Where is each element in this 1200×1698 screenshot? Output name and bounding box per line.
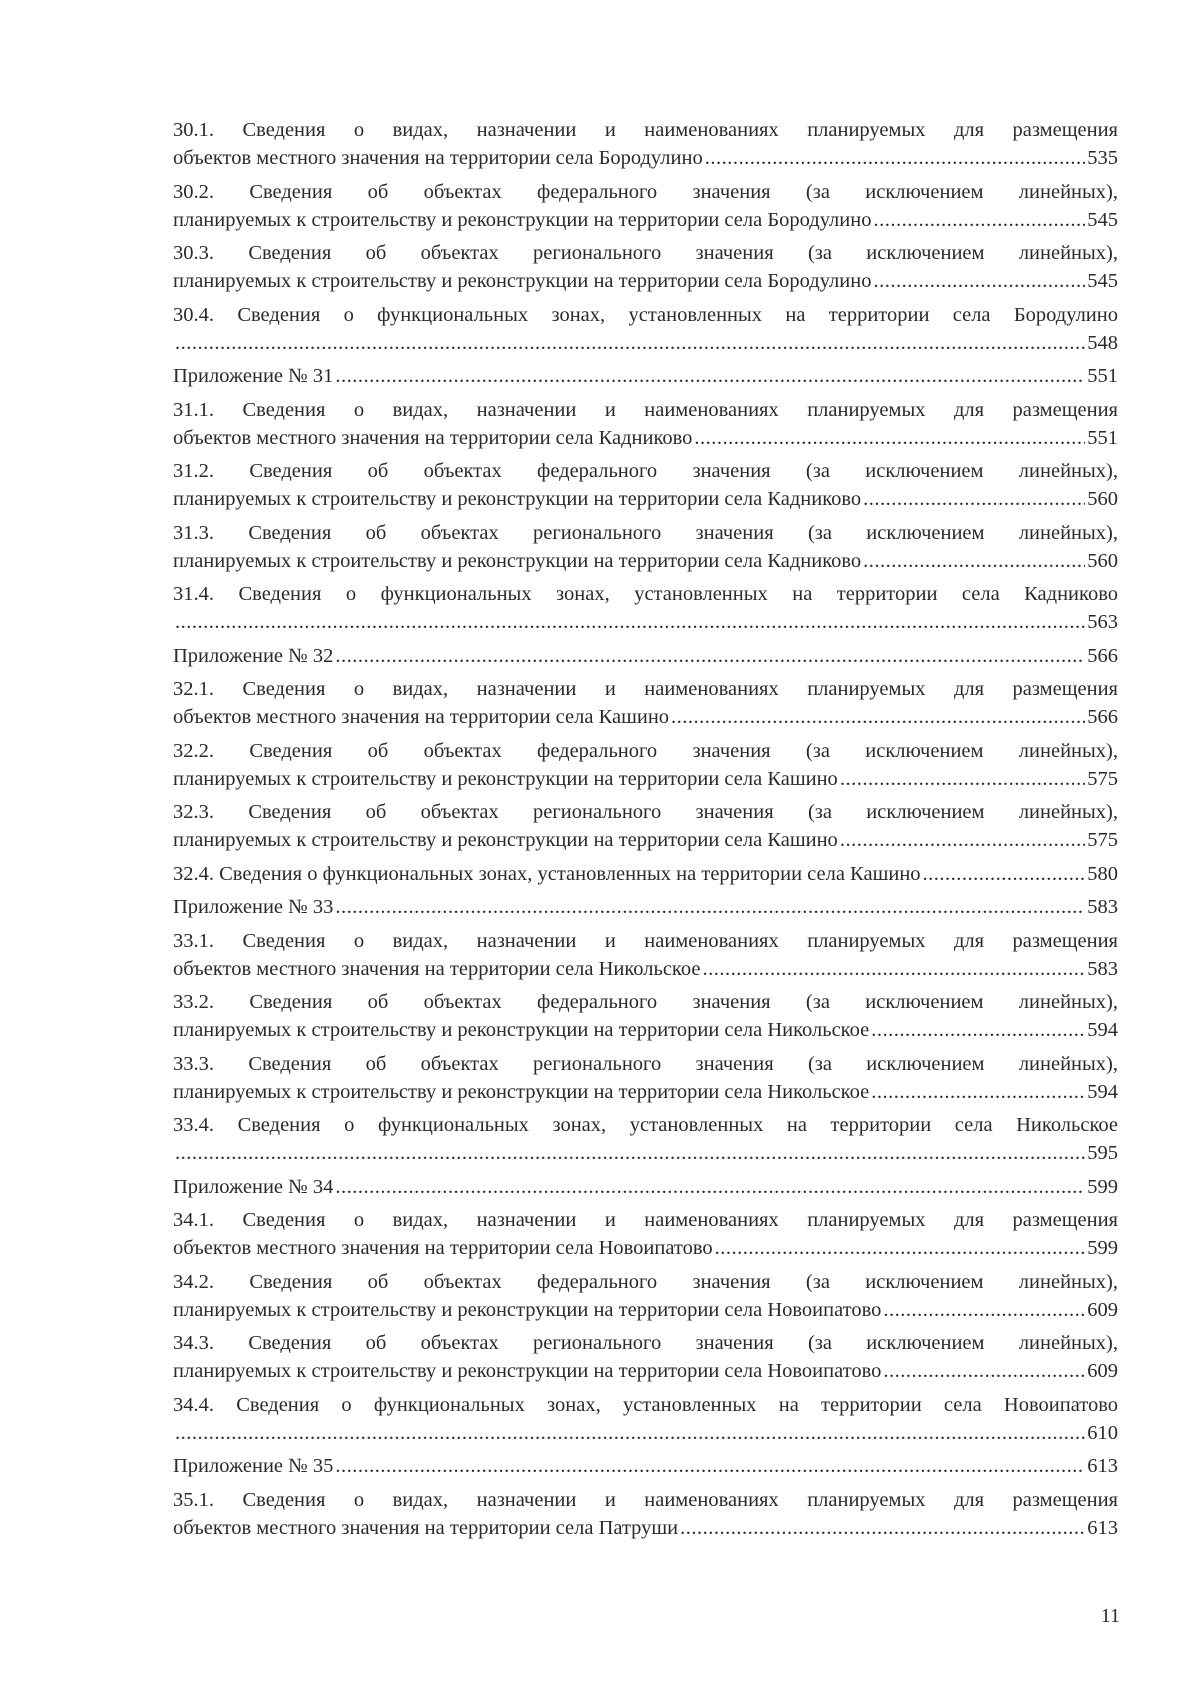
dot-leader xyxy=(680,1514,1085,1542)
toc-entry[interactable] xyxy=(173,1111,1118,1167)
toc-entry[interactable] xyxy=(173,1206,1118,1262)
toc-entry-leader-line xyxy=(173,1452,1118,1480)
toc-page-number[interactable]: 575 xyxy=(1087,829,1118,851)
table-of-contents xyxy=(173,116,1118,1547)
toc-entry-title: Приложение № 35 xyxy=(173,1455,334,1477)
toc-page-number[interactable]: 583 xyxy=(1087,896,1118,918)
dot-leader xyxy=(694,424,1085,452)
toc-entry[interactable] xyxy=(173,1173,1118,1201)
dot-leader xyxy=(871,1078,1085,1106)
toc-entry-leader-line xyxy=(173,362,1118,390)
toc-page-number[interactable]: 560 xyxy=(1087,549,1118,572)
toc-entry[interactable] xyxy=(173,737,1118,793)
toc-entry-text: 31.4. Сведения о функциональных зонах, установленных на территории села Кадниково xyxy=(173,583,1118,605)
toc-page-number[interactable]: 583 xyxy=(1087,957,1118,980)
toc-entry-title: планируемых к строительству и реконструкции на территории села Кадниково xyxy=(173,549,862,572)
dot-leader xyxy=(175,1139,1085,1167)
toc-entry-text: 35.1. Сведения о видах, назначении и наименованиях планируемых для размещения xyxy=(173,1488,1118,1511)
dot-leader xyxy=(863,485,1085,513)
toc-entry[interactable] xyxy=(173,1391,1118,1447)
toc-page-number[interactable]: 575 xyxy=(1087,767,1118,790)
toc-entry[interactable] xyxy=(173,396,1118,452)
toc-entry-leader-line xyxy=(173,1234,1118,1262)
toc-entry-title: Приложение № 32 xyxy=(173,644,334,667)
toc-entry-text: 31.1. Сведения о видах, назначении и наименованиях планируемых для размещения xyxy=(173,398,1118,421)
toc-entry-text: 34.2. Сведения об объектах федерального значения (за исключением линейных), xyxy=(173,1270,1118,1293)
dot-leader xyxy=(705,144,1086,172)
toc-entry-leader-line xyxy=(173,1078,1118,1106)
toc-page-number[interactable]: 609 xyxy=(1087,1360,1118,1382)
dot-leader xyxy=(840,826,1085,854)
toc-page-number[interactable]: 548 xyxy=(1087,331,1118,354)
toc-entry-title: планируемых к строительству и реконструкции на территории села Бородулино xyxy=(173,208,872,231)
dot-leader xyxy=(883,1296,1085,1324)
dot-leader xyxy=(863,547,1085,575)
toc-entry-leader-line xyxy=(173,860,1118,888)
toc-page-number[interactable]: 566 xyxy=(1087,644,1118,667)
toc-entry-text: 30.1. Сведения о видах, назначении и наименованиях планируемых для размещения xyxy=(173,119,1118,141)
toc-entry[interactable] xyxy=(173,1268,1118,1324)
toc-entry-text: 30.2. Сведения об объектах федерального значения (за исключением линейных), xyxy=(173,180,1118,203)
toc-entry-title: объектов местного значения на территории села Бородулино xyxy=(173,147,703,169)
dot-leader xyxy=(335,362,1085,390)
toc-entry-text: 33.1. Сведения о видах, назначении и наименованиях планируемых для размещения xyxy=(173,929,1118,952)
toc-entry-title: планируемых к строительству и реконструкции на территории села Новоипатово xyxy=(173,1298,882,1321)
toc-entry-leader-line xyxy=(173,893,1118,921)
toc-entry-leader-line xyxy=(173,206,1118,234)
toc-page-number[interactable]: 535 xyxy=(1087,147,1118,169)
toc-page-number[interactable]: 566 xyxy=(1087,706,1118,728)
toc-entry-title: планируемых к строительству и реконструкции на территории села Никольское xyxy=(173,1080,870,1103)
toc-entry-title: объектов местного значения на территории села Кашино xyxy=(173,706,670,728)
toc-entry-text: 34.4. Сведения о функциональных зонах, установленных на территории села Новоипатово xyxy=(173,1393,1118,1416)
toc-entry-leader-line xyxy=(173,329,1118,357)
toc-entry-title: Приложение № 33 xyxy=(173,896,334,918)
dot-leader xyxy=(175,329,1085,357)
toc-page-number[interactable]: 595 xyxy=(1087,1142,1118,1164)
toc-entry-leader-line xyxy=(173,826,1118,854)
toc-entry-title: планируемых к строительству и реконструкции на территории села Никольское xyxy=(173,1019,870,1041)
toc-entry-title: планируемых к строительству и реконструкции на территории села Кадниково xyxy=(173,488,862,510)
dot-leader xyxy=(840,765,1085,793)
toc-entry[interactable] xyxy=(173,1329,1118,1385)
toc-entry-leader-line xyxy=(173,1357,1118,1385)
dot-leader xyxy=(873,267,1085,295)
toc-entry-title: планируемых к строительству и реконструкции на территории села Кашино xyxy=(173,767,838,790)
toc-entry-text: 32.1. Сведения о видах, назначении и наименованиях планируемых для размещения xyxy=(173,678,1118,700)
dot-leader xyxy=(873,206,1085,234)
toc-entry-leader-line xyxy=(173,1016,1118,1044)
toc-entry-title: объектов местного значения на территории села Кадниково xyxy=(173,426,693,449)
toc-entry-title: планируемых к строительству и реконструкции на территории села Бородулино xyxy=(173,270,872,292)
toc-entry-leader-line xyxy=(173,547,1118,575)
toc-entry-title: планируемых к строительству и реконструкции на территории села Новоипатово xyxy=(173,1360,882,1382)
toc-entry[interactable] xyxy=(173,798,1118,854)
toc-entry-text: 30.4. Сведения о функциональных зонах, установленных на территории села Бородулино xyxy=(173,303,1118,326)
toc-entry[interactable] xyxy=(173,178,1118,234)
dot-leader xyxy=(335,893,1085,921)
toc-entry[interactable] xyxy=(173,519,1118,575)
toc-entry-title: объектов местного значения на территории села Никольское xyxy=(173,957,701,980)
toc-page-number[interactable]: 545 xyxy=(1087,270,1118,292)
toc-entry-title: объектов местного значения на территории села Патруши xyxy=(173,1516,679,1539)
toc-entry-leader-line xyxy=(173,1296,1118,1324)
toc-entry-leader-line xyxy=(173,642,1118,670)
toc-page-number[interactable]: 599 xyxy=(1087,1237,1118,1259)
toc-entry[interactable] xyxy=(173,457,1118,513)
toc-page-number[interactable]: 613 xyxy=(1087,1455,1118,1477)
toc-page-number[interactable]: 551 xyxy=(1087,426,1118,449)
toc-page-number[interactable]: 594 xyxy=(1087,1019,1118,1041)
toc-entry-text: 34.1. Сведения о видах, назначении и наименованиях планируемых для размещения xyxy=(173,1209,1118,1231)
toc-page-number[interactable]: 594 xyxy=(1087,1080,1118,1103)
toc-entry[interactable] xyxy=(173,675,1118,731)
toc-entry[interactable] xyxy=(173,362,1118,390)
dot-leader xyxy=(335,1173,1085,1201)
toc-page-number[interactable]: 560 xyxy=(1087,488,1118,510)
toc-entry[interactable] xyxy=(173,988,1118,1044)
toc-entry-text: 30.3. Сведения об объектах регионального значения (за исключением линейных), xyxy=(173,242,1118,264)
dot-leader xyxy=(702,955,1085,983)
toc-entry-leader-line xyxy=(173,608,1118,636)
dot-leader xyxy=(175,608,1085,636)
toc-entry-title: 32.4. Сведения о функциональных зонах, установленных на территории села Кашино xyxy=(173,862,921,885)
dot-leader xyxy=(715,1234,1086,1262)
toc-entry-leader-line xyxy=(173,144,1118,172)
toc-page-number[interactable]: 580 xyxy=(1087,862,1118,885)
toc-entry[interactable] xyxy=(173,301,1118,357)
toc-entry-leader-line xyxy=(173,1419,1118,1447)
toc-entry[interactable] xyxy=(173,580,1118,636)
toc-page-number[interactable]: 599 xyxy=(1087,1175,1118,1198)
toc-entry[interactable] xyxy=(173,1452,1118,1480)
toc-entry-leader-line xyxy=(173,955,1118,983)
toc-page-number[interactable]: 610 xyxy=(1087,1421,1118,1444)
toc-page-number[interactable]: 551 xyxy=(1087,365,1118,387)
toc-entry-title: Приложение № 31 xyxy=(173,365,334,387)
toc-entry[interactable] xyxy=(173,239,1118,295)
toc-entry[interactable] xyxy=(173,893,1118,921)
toc-page-number[interactable]: 545 xyxy=(1087,208,1118,231)
toc-entry-leader-line xyxy=(173,1173,1118,1201)
toc-entry[interactable] xyxy=(173,860,1118,888)
toc-entry[interactable] xyxy=(173,927,1118,983)
toc-entry-text: 32.3. Сведения об объектах регионального значения (за исключением линейных), xyxy=(173,801,1118,823)
toc-page-number[interactable]: 613 xyxy=(1087,1516,1118,1539)
dot-leader xyxy=(923,860,1086,888)
toc-entry[interactable] xyxy=(173,1486,1118,1542)
toc-entry-title: планируемых к строительству и реконструкции на территории села Кашино xyxy=(173,829,838,851)
toc-entry-title: объектов местного значения на территории села Новоипатово xyxy=(173,1237,713,1259)
toc-entry-title: Приложение № 34 xyxy=(173,1175,334,1198)
toc-entry-leader-line xyxy=(173,267,1118,295)
toc-entry[interactable] xyxy=(173,1050,1118,1106)
toc-entry-leader-line xyxy=(173,765,1118,793)
dot-leader xyxy=(671,703,1085,731)
dot-leader xyxy=(871,1016,1085,1044)
dot-leader xyxy=(175,1419,1085,1447)
toc-entry-leader-line xyxy=(173,485,1118,513)
toc-entry-leader-line xyxy=(173,703,1118,731)
toc-entry-text: 33.4. Сведения о функциональных зонах, установленных на территории села Никольское xyxy=(173,1114,1118,1136)
toc-entry-text: 31.3. Сведения об объектах регионального значения (за исключением линейных), xyxy=(173,521,1118,544)
page-number: 11 xyxy=(1100,1605,1120,1627)
toc-entry[interactable] xyxy=(173,642,1118,670)
dot-leader xyxy=(883,1357,1085,1385)
toc-entry-text: 34.3. Сведения об объектах регионального значения (за исключением линейных), xyxy=(173,1332,1118,1354)
toc-page-number[interactable]: 563 xyxy=(1087,611,1118,633)
toc-entry-text: 33.2. Сведения об объектах федерального значения (за исключением линейных), xyxy=(173,991,1118,1013)
dot-leader xyxy=(335,1452,1085,1480)
toc-entry-text: 31.2. Сведения об объектах федерального значения (за исключением линейных), xyxy=(173,460,1118,482)
toc-page-number[interactable]: 609 xyxy=(1087,1298,1118,1321)
toc-entry[interactable] xyxy=(173,116,1118,172)
toc-entry-leader-line xyxy=(173,1514,1118,1542)
toc-entry-text: 33.3. Сведения об объектах регионального значения (за исключением линейных), xyxy=(173,1052,1118,1075)
toc-entry-leader-line xyxy=(173,1139,1118,1167)
dot-leader xyxy=(335,642,1085,670)
toc-entry-text: 32.2. Сведения об объектах федерального значения (за исключением линейных), xyxy=(173,739,1118,762)
toc-entry-leader-line xyxy=(173,424,1118,452)
